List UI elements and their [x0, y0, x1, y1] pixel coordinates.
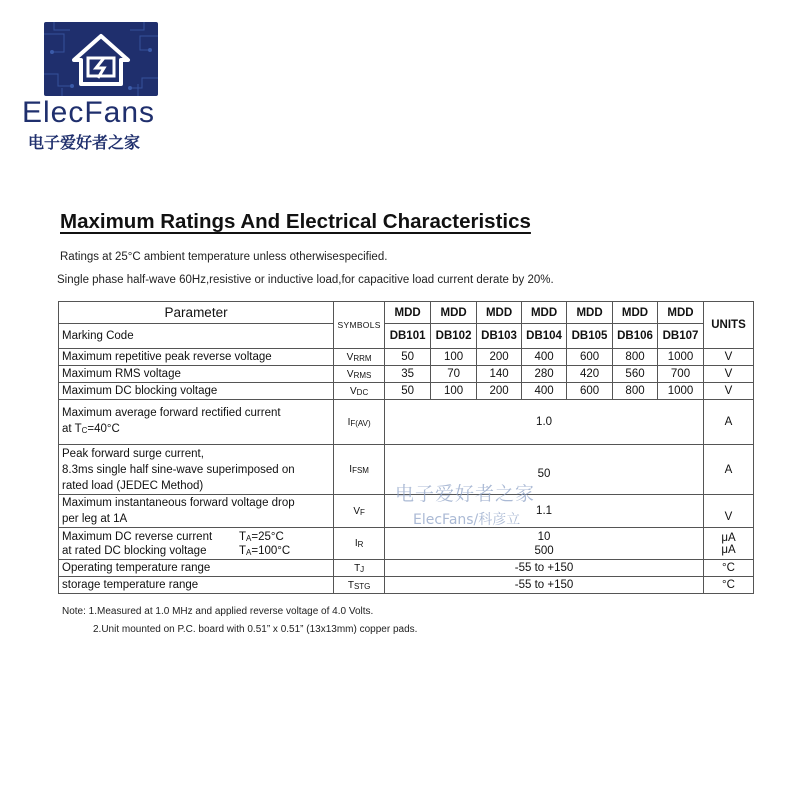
model-cell: DB106 [613, 324, 658, 349]
value-cell: 600 [567, 383, 613, 400]
value-cell: 800 [613, 383, 658, 400]
symbol-cell: IF(AV) [334, 400, 385, 445]
mfr-cell: MDD [385, 302, 431, 324]
value-cell: 1000 [658, 383, 704, 400]
mfr-cell: MDD [613, 302, 658, 324]
model-cell: DB102 [431, 324, 477, 349]
param-label-line: at TC=40°C [62, 423, 120, 435]
param-label-line: Peak forward surge current, [62, 447, 204, 460]
logo-subtitle: 电子爱好者之家 [28, 133, 141, 152]
intro-ratings-note: Ratings at 25°C ambient temperature unless otherwisespecified. [60, 251, 388, 263]
param-label [59, 495, 334, 528]
model-cell: DB107 [658, 324, 704, 349]
row-ir [59, 528, 754, 560]
note-1: Note: 1.Measured at 1.0 MHz and applied reverse voltage of 4.0 Volts. [62, 606, 374, 617]
header-row-1 [59, 302, 754, 324]
ratings-table [58, 301, 754, 594]
value-cell: 35 [385, 366, 431, 383]
param-label [59, 528, 334, 560]
value-cell: 50 [385, 349, 431, 366]
mfr-cell: MDD [477, 302, 522, 324]
value-cell: 420 [567, 366, 613, 383]
unit-cell: μA μA [704, 528, 754, 560]
param-label [59, 445, 334, 495]
row-tj [59, 560, 754, 577]
param-label-line: at rated DC blocking voltage TA=100°C [62, 544, 291, 557]
symbol-cell: VF [334, 495, 385, 528]
model-cell: DB104 [522, 324, 567, 349]
row-vrrm [59, 349, 754, 366]
row-vrms [59, 366, 754, 383]
page-title: Maximum Ratings And Electrical Characteristics [60, 210, 531, 233]
param-label-line: Maximum DC reverse current TA=25°C [62, 530, 284, 543]
param-label-line: 8.3ms single half sine-wave superimposed on [62, 463, 295, 476]
value-cell: 200 [477, 349, 522, 366]
row-vdc [59, 383, 754, 400]
logo-brand-text: ElecFans [22, 96, 156, 129]
unit-cell: A [704, 445, 754, 495]
merged-value-cell: -55 to +150 [385, 577, 704, 594]
value-cell: 600 [567, 349, 613, 366]
watermark-line: 电子爱好者之家 [395, 483, 536, 505]
logo-emblem [44, 22, 158, 96]
symbol-cell: TSTG [334, 577, 385, 594]
symbol-cell: VDC [334, 383, 385, 400]
circuit-house-icon [44, 22, 158, 96]
model-cell: DB103 [477, 324, 522, 349]
unit-cell: °C [704, 577, 754, 594]
elecfans-logo [22, 20, 172, 155]
row-ifsm [59, 445, 754, 495]
value-cell: 700 [658, 366, 704, 383]
marking-code-label: Marking Code [59, 324, 334, 349]
symbols-header: SYMBOLS [334, 302, 385, 349]
unit-cell: V [704, 366, 754, 383]
merged-value-cell: 1.0 [385, 400, 704, 445]
symbol-cell: VRRM [334, 349, 385, 366]
row-tstg [59, 577, 754, 594]
unit-cell: V [704, 383, 754, 400]
symbol-cell: IFSM [334, 445, 385, 495]
parameter-header: Parameter [59, 302, 334, 324]
param-label-line: Maximum average forward rectified current [62, 407, 281, 419]
model-cell: DB101 [385, 324, 431, 349]
value-cell: 100 [431, 383, 477, 400]
value-cell: 280 [522, 366, 567, 383]
merged-value-cell: 50 [385, 445, 704, 495]
watermark-line: ElecFans/科彦立 [413, 512, 521, 528]
mfr-cell: MDD [522, 302, 567, 324]
unit-cell: °C [704, 560, 754, 577]
mfr-cell: MDD [431, 302, 477, 324]
value-cell: 800 [613, 349, 658, 366]
row-vf [59, 495, 754, 528]
param-label: Maximum RMS voltage [59, 366, 334, 383]
value-cell: 70 [431, 366, 477, 383]
param-label: storage temperature range [59, 577, 334, 594]
unit-cell: V [704, 495, 754, 528]
mfr-cell: MDD [658, 302, 704, 324]
value-cell: 400 [522, 349, 567, 366]
intro-load-note: Single phase half-wave 60Hz,resistive or inductive load,for capacitive load current derate by 20%. [57, 274, 554, 286]
row-ifav [59, 400, 754, 445]
unit-cell: A [704, 400, 754, 445]
param-label-line: Maximum instantaneous forward voltage drop [62, 497, 295, 509]
value-cell: 560 [613, 366, 658, 383]
unit-cell: V [704, 349, 754, 366]
header-row-2 [59, 324, 754, 349]
merged-value-cell: 1.1 [385, 495, 704, 528]
mfr-cell: MDD [567, 302, 613, 324]
value-cell: 100 [431, 349, 477, 366]
param-label [59, 400, 334, 445]
value-cell: 1000 [658, 349, 704, 366]
units-header: UNITS [704, 302, 754, 349]
param-label-line: per leg at 1A [62, 513, 128, 525]
value-cell: 50 [385, 383, 431, 400]
value-cell: 400 [522, 383, 567, 400]
model-cell: DB105 [567, 324, 613, 349]
note-2: 2.Unit mounted on P.C. board with 0.51” x 0.51” (13x13mm) copper pads. [93, 624, 418, 635]
merged-value-cell: 10 500 [385, 528, 704, 560]
param-label: Operating temperature range [59, 560, 334, 577]
param-label-line: rated load (JEDEC Method) [62, 479, 204, 492]
param-label: Maximum DC blocking voltage [59, 383, 334, 400]
symbol-cell: TJ [334, 560, 385, 577]
param-label: Maximum repetitive peak reverse voltage [59, 349, 334, 366]
symbol-cell: VRMS [334, 366, 385, 383]
merged-value-cell: -55 to +150 [385, 560, 704, 577]
value-cell: 200 [477, 383, 522, 400]
symbol-cell: IR [334, 528, 385, 560]
value-cell: 140 [477, 366, 522, 383]
